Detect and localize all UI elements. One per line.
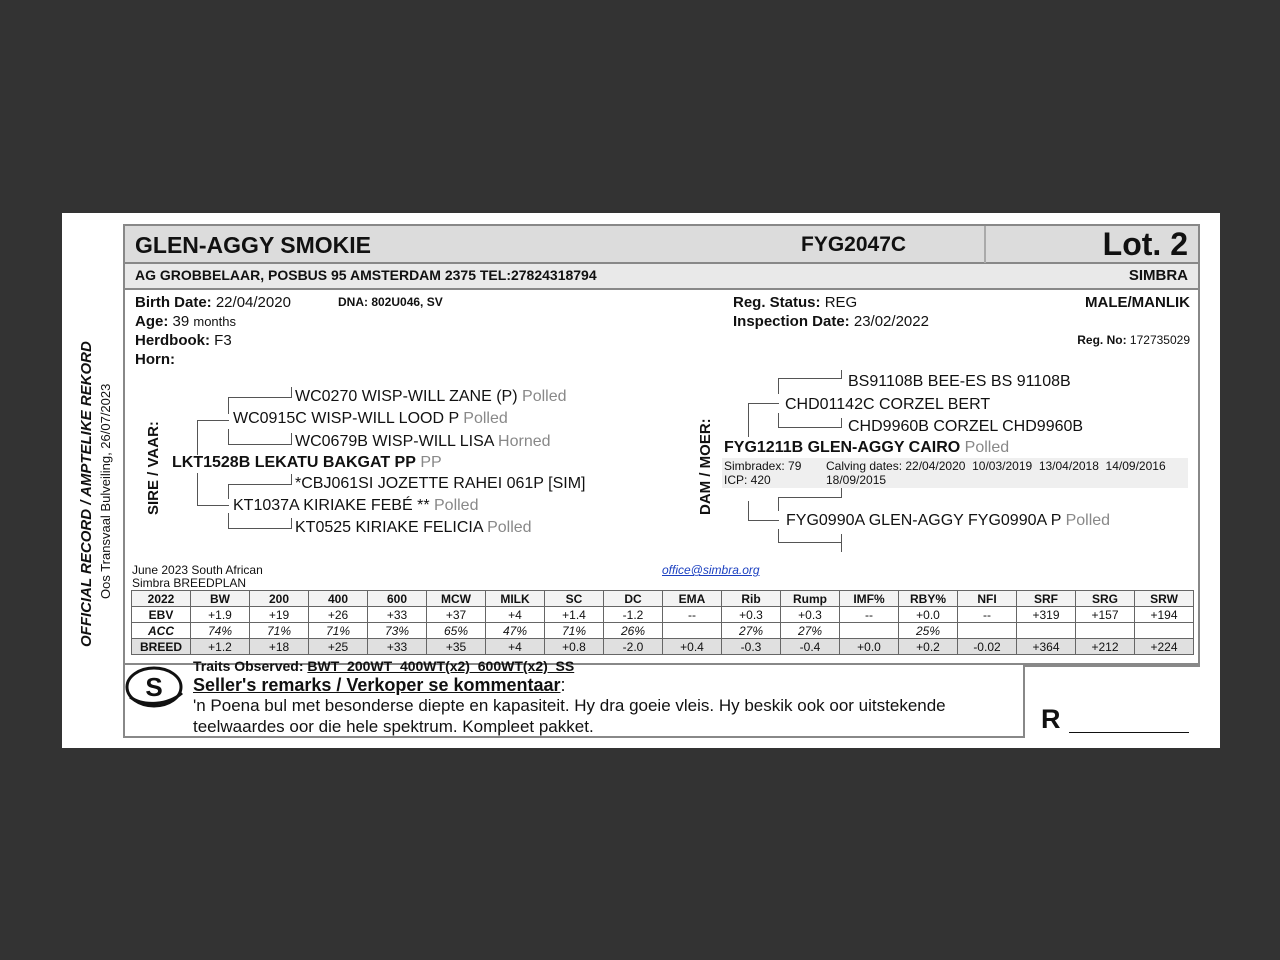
breed-cell: +4 <box>486 639 545 655</box>
dam-sire: CHD01142C CORZEL BERT <box>785 396 991 413</box>
ebv-cell: +157 <box>1076 607 1135 623</box>
breed-cell: +224 <box>1135 639 1194 655</box>
acc-cell: 27% <box>781 623 840 639</box>
simbradex: Simbradex: 79 <box>724 459 802 473</box>
dna-info: DNA: 802U046, SV <box>338 295 443 309</box>
breedplan-line2: Simbra BREEDPLAN <box>132 576 247 590</box>
acc-cell: 71% <box>545 623 604 639</box>
breed-cell: +18 <box>250 639 309 655</box>
breed-cell: +35 <box>427 639 486 655</box>
lot-number: Lot. 2 <box>1102 226 1188 262</box>
ebv-cell: -1.2 <box>604 607 663 623</box>
owner-info: AG GROBBELAAR, POSBUS 95 AMSTERDAM 2375 TEL:27824318794 <box>135 267 597 283</box>
sire-dam-sire: *CBJ061SI JOZETTE RAHEI 061P [SIM] <box>295 475 586 492</box>
breed-cell: +0.8 <box>545 639 604 655</box>
reg-status: Reg. Status: REG <box>733 294 858 311</box>
birth-date: Birth Date: 22/04/2020 <box>135 294 291 311</box>
acc-cell <box>1076 623 1135 639</box>
breed-cell: +1.2 <box>191 639 250 655</box>
ebv-cell: +33 <box>368 607 427 623</box>
ebv-cell: +0.3 <box>781 607 840 623</box>
header-cell: MILK <box>486 591 545 607</box>
header-cell: 2022 <box>132 591 191 607</box>
ebv-cell: -- <box>663 607 722 623</box>
sire-sire-sire: WC0270 WISP-WILL ZANE (P) Polled <box>295 388 567 405</box>
ebv-table <box>131 590 1194 655</box>
ebv-cell: +1.4 <box>545 607 604 623</box>
acc-cell: ACC <box>132 623 191 639</box>
acc-cell: 74% <box>191 623 250 639</box>
price-input-line[interactable] <box>1069 732 1189 733</box>
breed-cell: -0.4 <box>781 639 840 655</box>
animal-id: FYG2047C <box>801 233 907 256</box>
sire-sire: WC0915C WISP-WILL LOOD P Polled <box>233 410 508 427</box>
price-label: R <box>1041 704 1061 734</box>
header-cell: Rump <box>781 591 840 607</box>
acc-row <box>132 623 1194 639</box>
dam-dam: FYG0990A GLEN-AGGY FYG0990A P Polled <box>786 512 1111 529</box>
lot-card <box>62 213 1220 748</box>
breed-cell: +0.4 <box>663 639 722 655</box>
ebv-cell: -- <box>958 607 1017 623</box>
inspection-date: Inspection Date: 23/02/2022 <box>733 313 929 330</box>
header-cell: SRG <box>1076 591 1135 607</box>
calving-dates: Calving dates: 22/04/2020 10/03/2019 13/04/2018 14/09/2016 <box>826 459 1166 473</box>
header-cell: 400 <box>309 591 368 607</box>
ebv-cell: -- <box>840 607 899 623</box>
breed-cell: +0.0 <box>840 639 899 655</box>
header-cell: DC <box>604 591 663 607</box>
simbra-logo-icon <box>124 663 186 711</box>
dam-name: FYG1211B GLEN-AGGY CAIRO Polled <box>724 439 1010 456</box>
acc-cell: 71% <box>309 623 368 639</box>
header-cell: MCW <box>427 591 486 607</box>
reg-no: Reg. No: 172735029 <box>1077 333 1190 347</box>
ebv-cell: EBV <box>132 607 191 623</box>
ebv-cell: +0.3 <box>722 607 781 623</box>
table-header-row <box>132 591 1194 607</box>
breed-cell: -0.3 <box>722 639 781 655</box>
acc-cell: 71% <box>250 623 309 639</box>
icp: ICP: 420 <box>724 473 771 487</box>
dam-label: DAM / MOER: <box>697 418 714 515</box>
header-cell: 200 <box>250 591 309 607</box>
ebv-cell: +37 <box>427 607 486 623</box>
header-cell: NFI <box>958 591 1017 607</box>
ebv-cell: +4 <box>486 607 545 623</box>
herdbook: Herdbook: F3 <box>135 332 232 349</box>
horn: Horn: <box>135 351 175 368</box>
header-cell: IMF% <box>840 591 899 607</box>
ebv-cell: +0.0 <box>899 607 958 623</box>
header-cell: RBY% <box>899 591 958 607</box>
ebv-cell: +26 <box>309 607 368 623</box>
breed-cell: +364 <box>1017 639 1076 655</box>
venue-label: Oos Transvaal Bulveiling, 26/07/2023 <box>98 383 113 599</box>
dam-sire-dam: CHD9960B CORZEL CHD9960B <box>848 418 1084 435</box>
sex: MALE/MANLIK <box>1085 294 1190 311</box>
sire-dam-dam: KT0525 KIRIAKE FELICIA Polled <box>295 519 532 536</box>
ebv-row <box>132 607 1194 623</box>
email-link[interactable]: office@simbra.org <box>662 563 760 577</box>
remarks-line2: teelwaardes oor die hele spektrum. Kompleet pakket. <box>193 717 594 736</box>
ebv-cell: +19 <box>250 607 309 623</box>
dam-sire-sire: BS91108B BEE-ES BS 91108B <box>848 373 1071 390</box>
sire-sire-dam: WC0679B WISP-WILL LISA Horned <box>295 433 551 450</box>
acc-cell: 26% <box>604 623 663 639</box>
sire-label: SIRE / VAAR: <box>145 421 162 515</box>
breed-cell: +33 <box>368 639 427 655</box>
ebv-cell: +319 <box>1017 607 1076 623</box>
breed-cell: -0.02 <box>958 639 1017 655</box>
sire-name: LKT1528B LEKATU BAKGAT PP PP <box>172 454 442 471</box>
acc-cell <box>663 623 722 639</box>
header-cell: EMA <box>663 591 722 607</box>
breed-cell: +0.2 <box>899 639 958 655</box>
calving-dates-2: 18/09/2015 <box>826 473 887 487</box>
traits-observed: Traits Observed: BWT 200WT 400WT(x2) 600WT(x2) SS <box>193 658 575 674</box>
remarks-line1: 'n Poena bul met besonderse diepte en kapasiteit. Hy dra goeie vleis. Hy beskik ook oor uitstekende <box>193 696 946 715</box>
header-cell: BW <box>191 591 250 607</box>
header-cell: Rib <box>722 591 781 607</box>
header-cell: SRF <box>1017 591 1076 607</box>
breed-cell: +25 <box>309 639 368 655</box>
svg-text:S: S <box>145 672 163 702</box>
acc-cell <box>1135 623 1194 639</box>
seller-remarks-heading: Seller's remarks / Verkoper se kommentaar: <box>193 675 566 695</box>
acc-cell: 27% <box>722 623 781 639</box>
breed-cell: -2.0 <box>604 639 663 655</box>
acc-cell <box>958 623 1017 639</box>
ebv-cell: +194 <box>1135 607 1194 623</box>
breedplan-line1: June 2023 South African <box>132 563 263 577</box>
breed-cell: BREED <box>132 639 191 655</box>
animal-name: GLEN-AGGY SMOKIE <box>135 232 371 258</box>
breed-row <box>132 639 1194 655</box>
sire-dam: KT1037A KIRIAKE FEBÉ ** Polled <box>233 497 479 514</box>
breed-cell: +212 <box>1076 639 1135 655</box>
acc-cell: 25% <box>899 623 958 639</box>
acc-cell <box>840 623 899 639</box>
acc-cell: 73% <box>368 623 427 639</box>
acc-cell: 47% <box>486 623 545 639</box>
breed-label: SIMBRA <box>1128 267 1188 284</box>
header-cell: SRW <box>1135 591 1194 607</box>
acc-cell: 65% <box>427 623 486 639</box>
ebv-cell: +1.9 <box>191 607 250 623</box>
header-cell: SC <box>545 591 604 607</box>
age: Age: 39 months <box>135 313 237 330</box>
header-cell: 600 <box>368 591 427 607</box>
official-record-label: OFFICIAL RECORD / AMPTELIKE REKORD <box>78 341 95 647</box>
acc-cell <box>1017 623 1076 639</box>
